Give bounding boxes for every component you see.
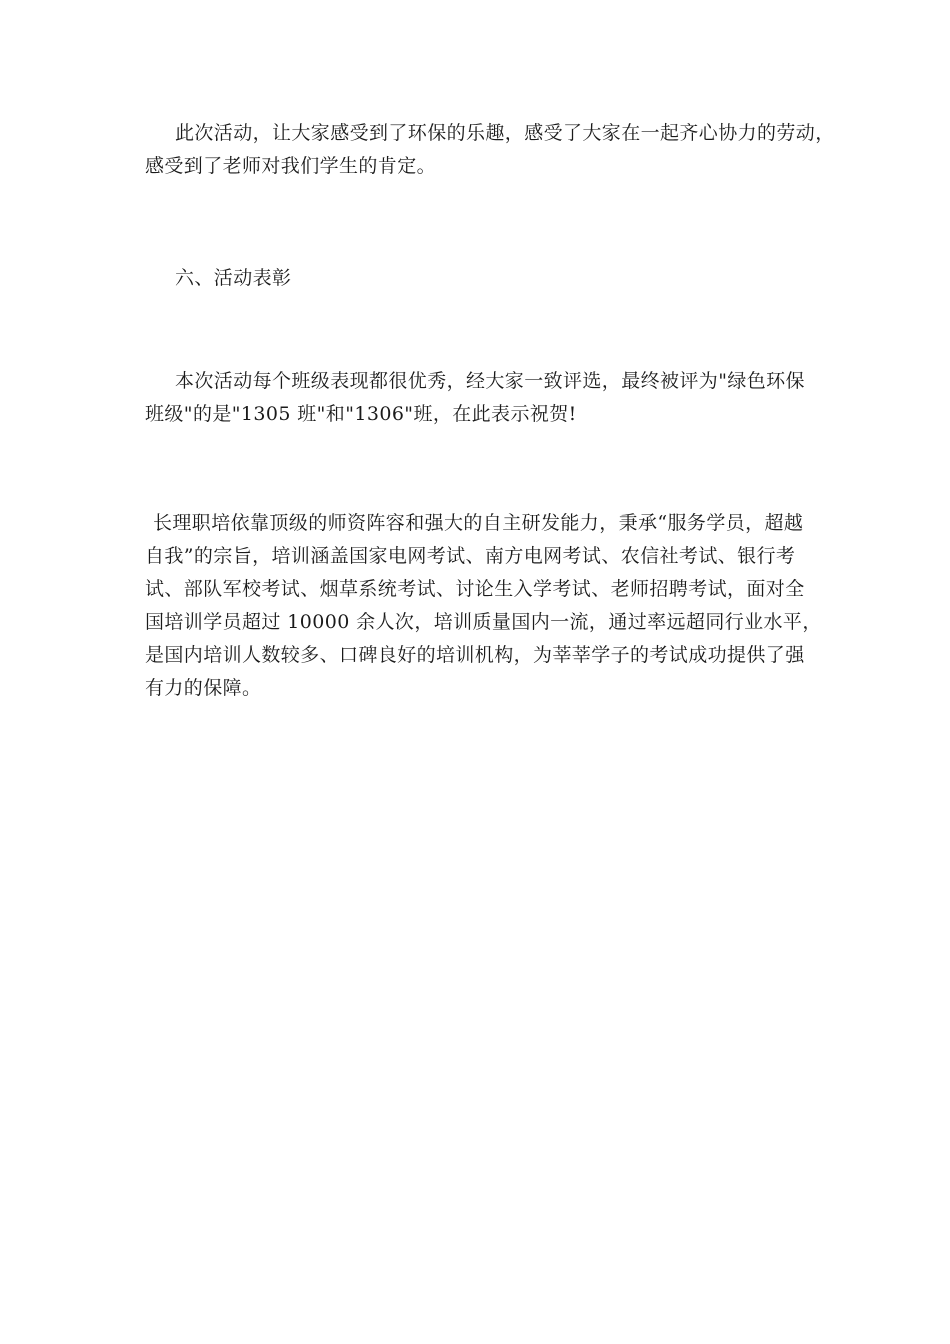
paragraph-line: 感受到了老师对我们学生的肯定。	[145, 155, 437, 177]
paragraph-activity-feeling	[145, 117, 835, 183]
paragraph-line: 国培训学员超过 10000 余人次，培训质量国内一流，通过率远超同行业水平，	[145, 611, 822, 633]
paragraph-line: 是国内培训人数较多、口碑良好的培训机构，为莘莘学子的考试成功提供了强	[145, 644, 805, 666]
paragraph-line: 长理职培依靠顶级的师资阵容和强大的自主研发能力，秉承“服务学员，超越	[153, 512, 804, 534]
paragraph-line: 自我”的宗旨，培训涵盖国家电网考试、南方电网考试、农信社考试、银行考	[145, 545, 796, 567]
paragraph-commendation	[145, 365, 815, 431]
section-heading	[145, 262, 815, 295]
paragraph-institution	[145, 507, 822, 705]
section-heading-text: 六、活动表彰	[175, 267, 292, 289]
paragraph-line: 此次活动，让大家感受到了环保的乐趣，感受了大家在一起齐心协力的劳动，	[175, 122, 835, 144]
paragraph-line: 有力的保障。	[145, 677, 262, 699]
paragraph-line: 本次活动每个班级表现都很优秀，经大家一致评选，最终被评为"绿色环保	[175, 370, 805, 392]
paragraph-line: 试、部队军校考试、烟草系统考试、讨论生入学考试、老师招聘考试，面对全	[145, 578, 805, 600]
paragraph-line: 班级"的是"1305 班"和"1306"班，在此表示祝贺!	[145, 403, 577, 425]
